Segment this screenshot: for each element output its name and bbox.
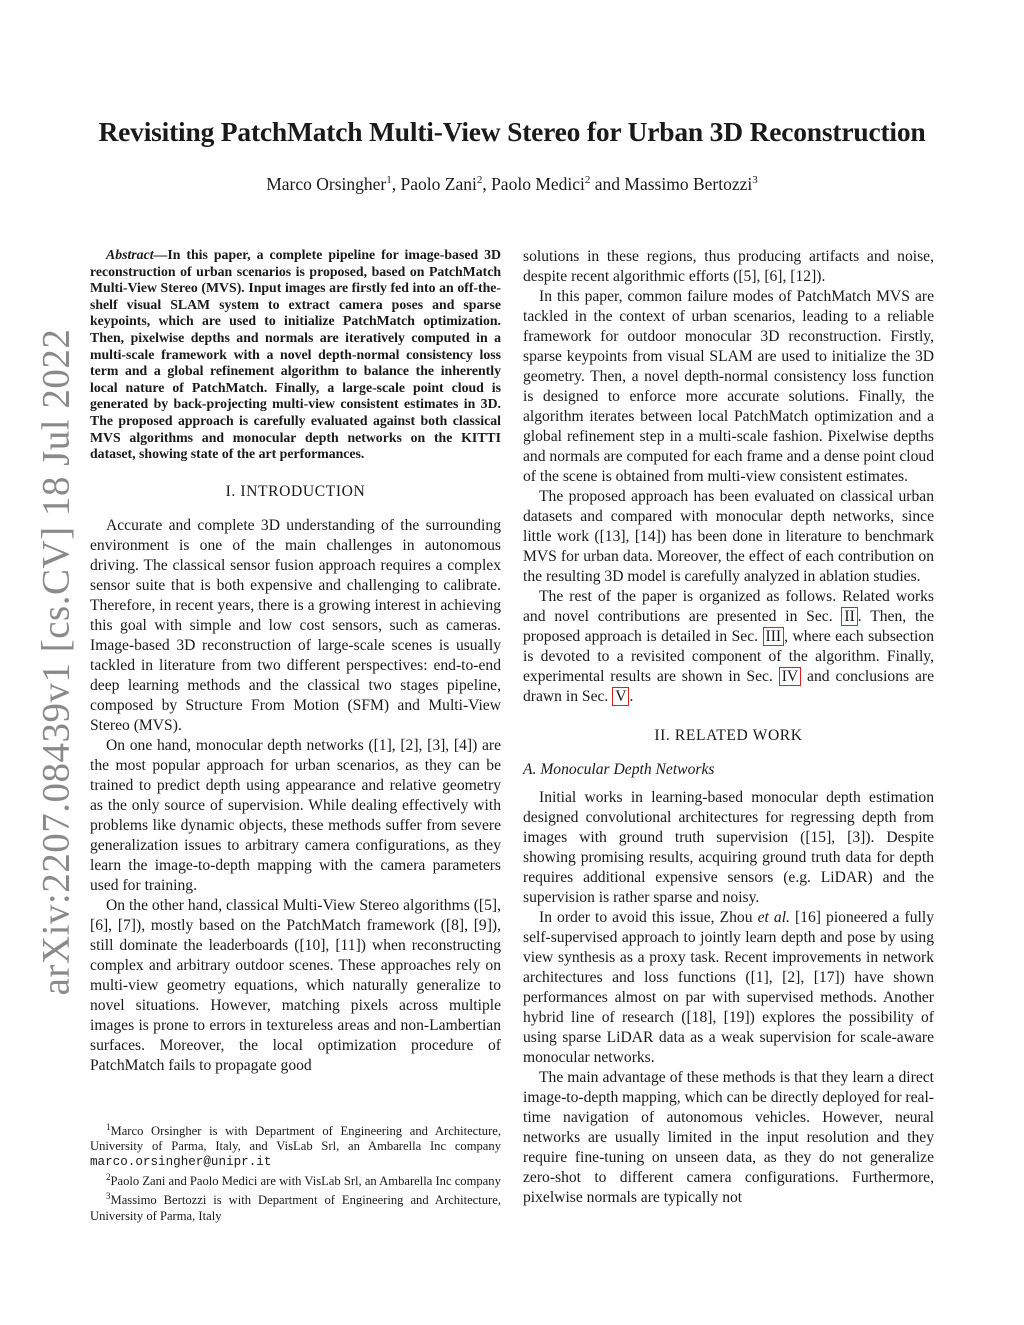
author-separator: and <box>590 174 625 194</box>
arxiv-identifier: arXiv:2207.08439v1 [cs.CV] 18 Jul 2022 <box>34 328 78 996</box>
author-name: Massimo Bertozzi <box>624 174 753 194</box>
paper-title: Revisiting PatchMatch Multi-View Stereo for Urban 3D Reconstruction <box>98 116 926 147</box>
footnotes <box>90 1120 501 1224</box>
section-link-v[interactable]: V <box>612 687 629 706</box>
text-run-italic: et al. <box>757 909 790 926</box>
paragraph: Accurate and complete 3D understanding of the surrounding environment is one of the main challenges in autonomous driving. The classical sensor fusion approach requires a complex sensor suite that is both expensive and challenging to calibrate. Therefore, in recent years, there is a growing interest in achieving this goal with simple and low cost sensors, such as cameras. Image-based 3D reconstruction of large-scale scenes is usually tackled in literature from two different perspectives: end-to-end deep learning methods and the classical two stages pipeline, composed by Structure From Motion (SFM) and Multi-View Stereo (MVS). <box>90 516 501 734</box>
paragraph: In this paper, common failure modes of PatchMatch MVS are tackled in the context of urban scenarios, leading to a reliable framework for outdoor monocular 3D reconstruction. Firstly, sparse keypoints from visual SLAM are used to initialize the 3D geometry. Then, a novel depth-normal consistency loss function is designed to enforce more accurate solutions. Finally, the algorithm iterates between local PatchMatch optimization and a global refinement step in a multi-scale fashion. Pixelwise depths and normals are computed for each frame and a dense point cloud of the scene is obtained from multi-view consistent estimates. <box>523 288 934 485</box>
text-run: . Then, the proposed approach is detailed in Sec. <box>523 608 934 645</box>
text-run: . <box>629 688 634 705</box>
text-run: , where each subsection is devoted to a revisited component of the algorithm. Finally, experimental results are shown in Sec. <box>523 628 934 685</box>
text-run: [16] pioneered a fully self-supervised approach to jointly learn depth and pose by using view synthesis as a proxy task. Recent improvements in network architectures and loss functions ([1], [2], [17]) have shown performances almost on par with supervised methods. Another hybrid line of research ([18], [19]) explores the possibility of using sparse LiDAR data as a weak supervision for scale-aware monocular networks. <box>523 909 934 1066</box>
abstract-text: In this paper, a complete pipeline for image-based 3D reconstruction of urban scenarios is proposed, based on PatchMatch Multi-View Stereo (MVS). Input images are firstly fed into an off-the-shelf visual SLAM system to extract camera poses and sparse keypoints, which are used to initialize PatchMatch optimization. Then, pixelwise depths and normals are iteratively computed in a multi-scale framework with a novel depth-normal consistency loss term and a global refinement algorithm to balance the inherently local nature of PatchMatch. Finally, a large-scale point cloud is generated by back-projecting multi-view consistent estimates in 3D. The proposed approach is carefully evaluated against both classical MVS algorithms and monocular depth networks on the KITTI dataset, showing state of the art performances. <box>90 247 501 462</box>
section-link-iii[interactable]: III <box>763 627 785 646</box>
footnote-text: Marco Orsingher is with Department of Engineering and Architecture, University of Parma, Italy, and VisLab Srl, an Ambarella Inc company <box>90 1124 501 1154</box>
section-link-iv[interactable]: IV <box>779 667 801 686</box>
author-separator: , <box>482 174 492 194</box>
abstract <box>90 247 501 463</box>
text-run: The rest of the paper is organized as follows. Related works and novel contributions are presented in Sec. <box>523 588 934 625</box>
footnote <box>90 1120 501 1170</box>
footnote <box>90 1170 501 1189</box>
affiliation-mark: 3 <box>752 174 758 187</box>
abstract-label: Abstract <box>106 247 154 262</box>
author-name: Paolo Medici <box>491 174 585 194</box>
footnote-mark: 1 <box>106 1122 111 1132</box>
paragraph: Initial works in learning-based monocular depth estimation designed convolutional architectures for regressing depth from images with ground truth supervision ([15], [3]). Despite showing promising results, acquiring ground truth data for depth requires additional expensive sensors (e.g. LiDAR) and the supervision is rather sparse and noisy. <box>523 789 934 906</box>
paragraph: solutions in these regions, thus producing artifacts and noise, despite recent algorithmic efforts ([5], [6], [12]). <box>523 248 934 285</box>
text-run: In order to avoid this issue, Zhou <box>539 909 758 926</box>
footnote <box>90 1189 501 1223</box>
left-column <box>90 247 501 1076</box>
footnote-mark: 3 <box>106 1191 111 1202</box>
section-heading-related-work: II. RELATED WORK <box>654 727 803 744</box>
paragraph: On one hand, monocular depth networks ([1], [2], [3], [4]) are the most popular approach for urban scenarios, as they can be trained to predict depth using appearance and relative geometry as the only source of supervision. While dealing effectively with problems like dynamic objects, these methods suffer from severe generalization issues to arbitrary camera configurations, as they learn the image-to-depth mapping with the camera parameters used for training. <box>90 736 501 894</box>
paragraph: The proposed approach has been evaluated on classical urban datasets and compared with monocular depth networks, since little work ([13], [14]) has been done in literature to benchmark MVS for urban data. Moreover, the effect of each contribution on the resulting 3D model is carefully analyzed in ablation studies. <box>523 488 934 585</box>
author-list <box>0 174 1024 195</box>
subsection-heading: A. Monocular Depth Networks <box>523 761 715 778</box>
affiliation-mark: 2 <box>476 174 483 187</box>
section-link-ii[interactable]: II <box>841 607 857 626</box>
affiliation-mark: 2 <box>584 174 591 187</box>
affiliation-mark: 1 <box>386 174 392 187</box>
author-name: Paolo Zani <box>400 174 477 194</box>
right-column <box>523 247 934 1208</box>
paragraph: The main advantage of these methods is that they learn a direct image-to-depth mapping, which can be directly deployed for real-time navigation of autonomous vehicles. However, neural networks are usually limited in the input resolution and they require fine-tuning on unseen data, as they do not generalize zero-shot to different camera configurations. Furthermore, pixelwise normals are typically not <box>523 1069 934 1206</box>
footnote-mark: 2 <box>106 1172 111 1183</box>
author-name: Marco Orsingher <box>266 174 387 194</box>
author-separator: , <box>391 174 401 194</box>
paragraph: On the other hand, classical Multi-View Stereo algorithms ([5], [6], [7]), mostly based on the PatchMatch framework ([8], [9]), still dominate the leaderboards ([10], [11]) when reconstructing complex and arbitrary outdoor scenes. These approaches rely on multi-view geometry equations, which naturally generalize to novel situations. However, matching pixels across multiple images is prone to errors in textureless areas and non-Lambertian surfaces. Moreover, the local optimization procedure of PatchMatch fails to propagate good <box>90 896 501 1074</box>
section-heading-introduction: I. INTRODUCTION <box>225 482 366 500</box>
footnote-text: Massimo Bertozzi is with Department of Engineering and Architecture, University of Parma, Italy <box>90 1193 501 1223</box>
abstract-dash: — <box>153 247 168 262</box>
email-address[interactable]: marco.orsingher@unipr.it <box>90 1155 272 1170</box>
paragraph-organization <box>523 587 934 707</box>
paragraph <box>523 908 934 1068</box>
text-run: and conclusions are drawn in Sec. <box>523 668 934 705</box>
footnote-text: Paolo Zani and Paolo Medici are with VisLab Srl, an Ambarella Inc company <box>110 1174 501 1189</box>
